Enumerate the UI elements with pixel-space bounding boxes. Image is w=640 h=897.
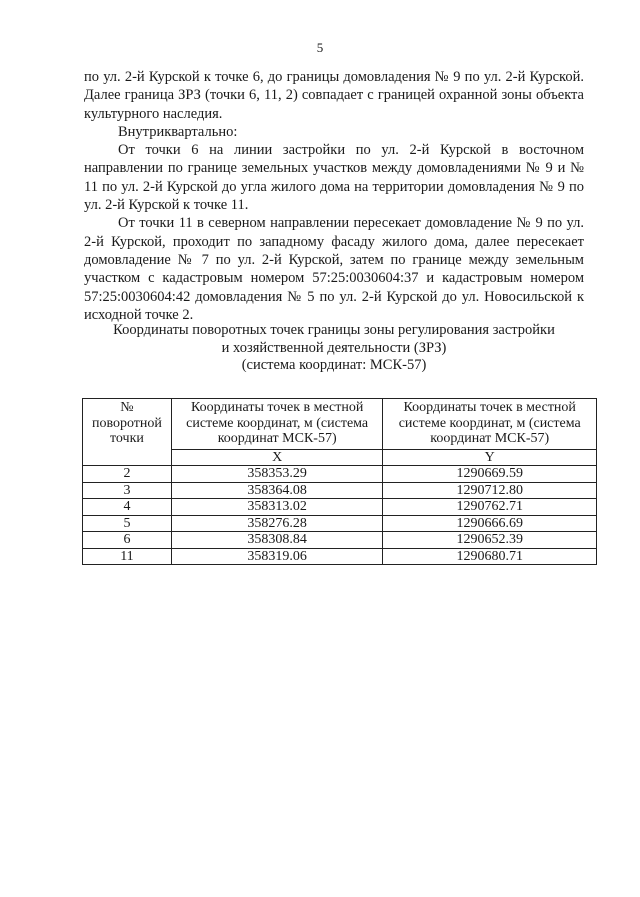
header-point-number: № поворотной точки [83,399,172,466]
subheader-y: Y [383,449,597,466]
cell-y: 1290680.71 [383,548,597,565]
cell-point-number: 6 [83,532,172,549]
paragraph-3: От точки 6 на линии застройки по ул. 2-й Курской в восточном направлении по границе земельных участков между домовладениями № 9 и № 11 по ул. 2-й Курской до угла жилого дома на территории домовладения № 9 по ул. 2-й Курской к точке 11. [84,142,584,214]
cell-point-number: 5 [83,515,172,532]
paragraph-4: От точки 11 в северном направлении пересекает домовладение № 9 по ул. 2-й Курской, проходит по западному фасаду жилого дома, далее пересекает домовладение № 7 по ул. 2-й Курской, затем по границе между земельным участком с кадастровым номером 57:25:0030604:37 и кадастровым номером 57:25:0030604:42 домовладения № 5 по ул. 2-й Курской до ул. Новосильской к исходной точке 2. [84,215,584,323]
table-row [83,515,597,532]
paragraph-2: Внутриквартально: [118,123,238,140]
cell-x: 358353.29 [171,466,383,483]
paragraph-1: по ул. 2-й Курской к точке 6, до границы домовладения № 9 по ул. 2-й Курской. Далее граница ЗРЗ (точки 6, 11, 2) совпадает с границей охранной зоны объекта культурного наследия. [84,69,584,122]
cell-point-number: 3 [83,482,172,499]
cell-x: 358276.28 [171,515,383,532]
page-number: 5 [316,40,324,55]
coordinates-table [82,398,597,565]
table-row [83,548,597,565]
table-row [83,499,597,516]
table-title-line-2: и хозяйственной деятельности (ЗРЗ) [221,339,447,356]
cell-x: 358308.84 [171,532,383,549]
cell-x: 358313.02 [171,499,383,516]
header-x: Координаты точек в местной системе координат, м (система координат МСК-57) [171,399,383,450]
cell-point-number: 2 [83,466,172,483]
subheader-x: X [171,449,383,466]
table-title-line-3: (система координат: МСК-57) [241,357,427,373]
table-title [84,322,584,375]
cell-x: 358364.08 [171,482,383,499]
cell-y: 1290652.39 [383,532,597,549]
cell-y: 1290666.69 [383,515,597,532]
table-body [83,466,597,565]
header-y: Координаты точек в местной системе координат, м (система координат МСК-57) [383,399,597,450]
cell-point-number: 11 [83,548,172,565]
table-row [83,466,597,483]
cell-y: 1290669.59 [383,466,597,483]
table-row [83,532,597,549]
body-text [84,68,584,324]
cell-x: 358319.06 [171,548,383,565]
table-row [83,482,597,499]
cell-point-number: 4 [83,499,172,516]
cell-y: 1290712.80 [383,482,597,499]
cell-y: 1290762.71 [383,499,597,516]
table-title-line-1: Координаты поворотных точек границы зоны регулирования застройки [113,322,555,338]
